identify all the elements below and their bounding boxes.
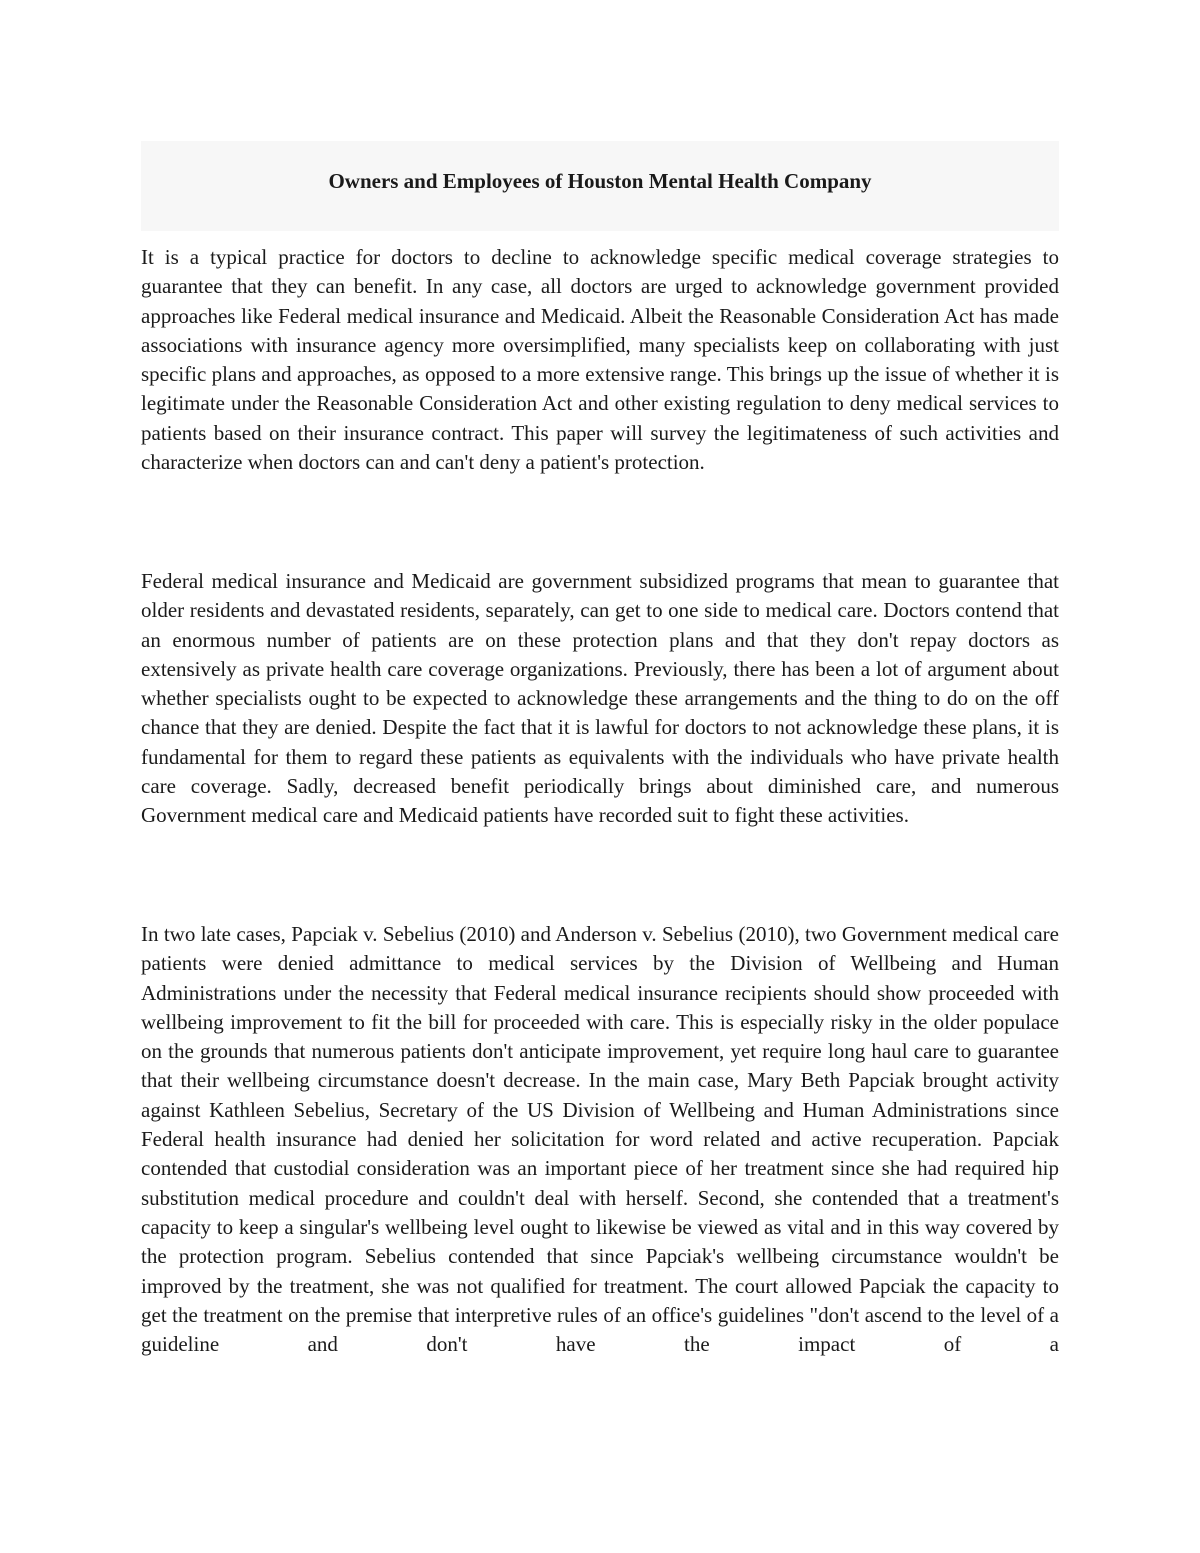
paragraph-medicare-medicaid: Federal medical insurance and Medicaid are government subsidized programs that mean to guarantee that older residents and devastated residents, separately, can get to one side to medical care. Doctors contend that an enormous number of patients are on these protection plans and that they don't repay doctors as extensively as private health care coverage organizations. Previously, there has been a lot of argument about whether specialists ought to be expected to acknowledge these arrangements and the thing to do on the off chance that they are denied. Despite the fact that it is lawful for doctors to not acknowledge these plans, it is fundamental for them to regard these patients as equivalents with the individuals who have private health care coverage. Sadly, decreased benefit periodically brings about diminished care, and numerous Government medical care and Medicaid patients have recorded suit to fight these activities. (141, 569, 1059, 828)
paragraph-intro: It is a typical practice for doctors to decline to acknowledge specific medical coverage strategies to guarantee that they can benefit. In any case, all doctors are urged to acknowledge government provided approaches like Federal medical insurance and Medicaid. Albeit the Reasonable Consideration Act has made associations with insurance agency more oversimplified, many specialists keep on collaborating with just specific plans and approaches, as opposed to a more extensive range. This brings up the issue of whether it is legitimate under the Reasonable Consideration Act and other existing regulation to deny medical services to patients based on their insurance contract. This paper will survey the legitimateness of such activities and characterize when doctors can and can't deny a patient's protection. (141, 245, 1059, 475)
paragraph-court-cases: In two late cases, Papciak v. Sebelius (2010) and Anderson v. Sebelius (2010), two Government medical care patients were denied admittance to medical services by the Division of Wellbeing and Human Administrations under the necessity that Federal medical insurance recipients should show proceeded with wellbeing improvement to fit the bill for proceeded with care. This is especially risky in the older populace on the grounds that numerous patients don't anticipate improvement, yet require long haul care to guarantee that their wellbeing circumstance doesn't decrease. In the main case, Mary Beth Papciak brought activity against Kathleen Sebelius, Secretary of the US Division of Wellbeing and Human Administrations since Federal health insurance had denied her solicitation for word related and active recuperation. Papciak contended that custodial consideration was an important piece of her treatment since she had required hip substitution medical procedure and couldn't deal with herself. Second, she contended that a treatment's capacity to keep a singular's wellbeing level ought to likewise be viewed as vital and in this way covered by the protection program. Sebelius contended that since Papciak's wellbeing circumstance wouldn't be improved by the treatment, she was not qualified for treatment. The court allowed Papciak the capacity to get the treatment on the premise that interpretive rules of an office's guidelines "don't ascend to the level of a guideline and don't have the impact of a (141, 922, 1059, 1357)
document-title: Owners and Employees of Houston Mental Health Company (328, 169, 872, 193)
